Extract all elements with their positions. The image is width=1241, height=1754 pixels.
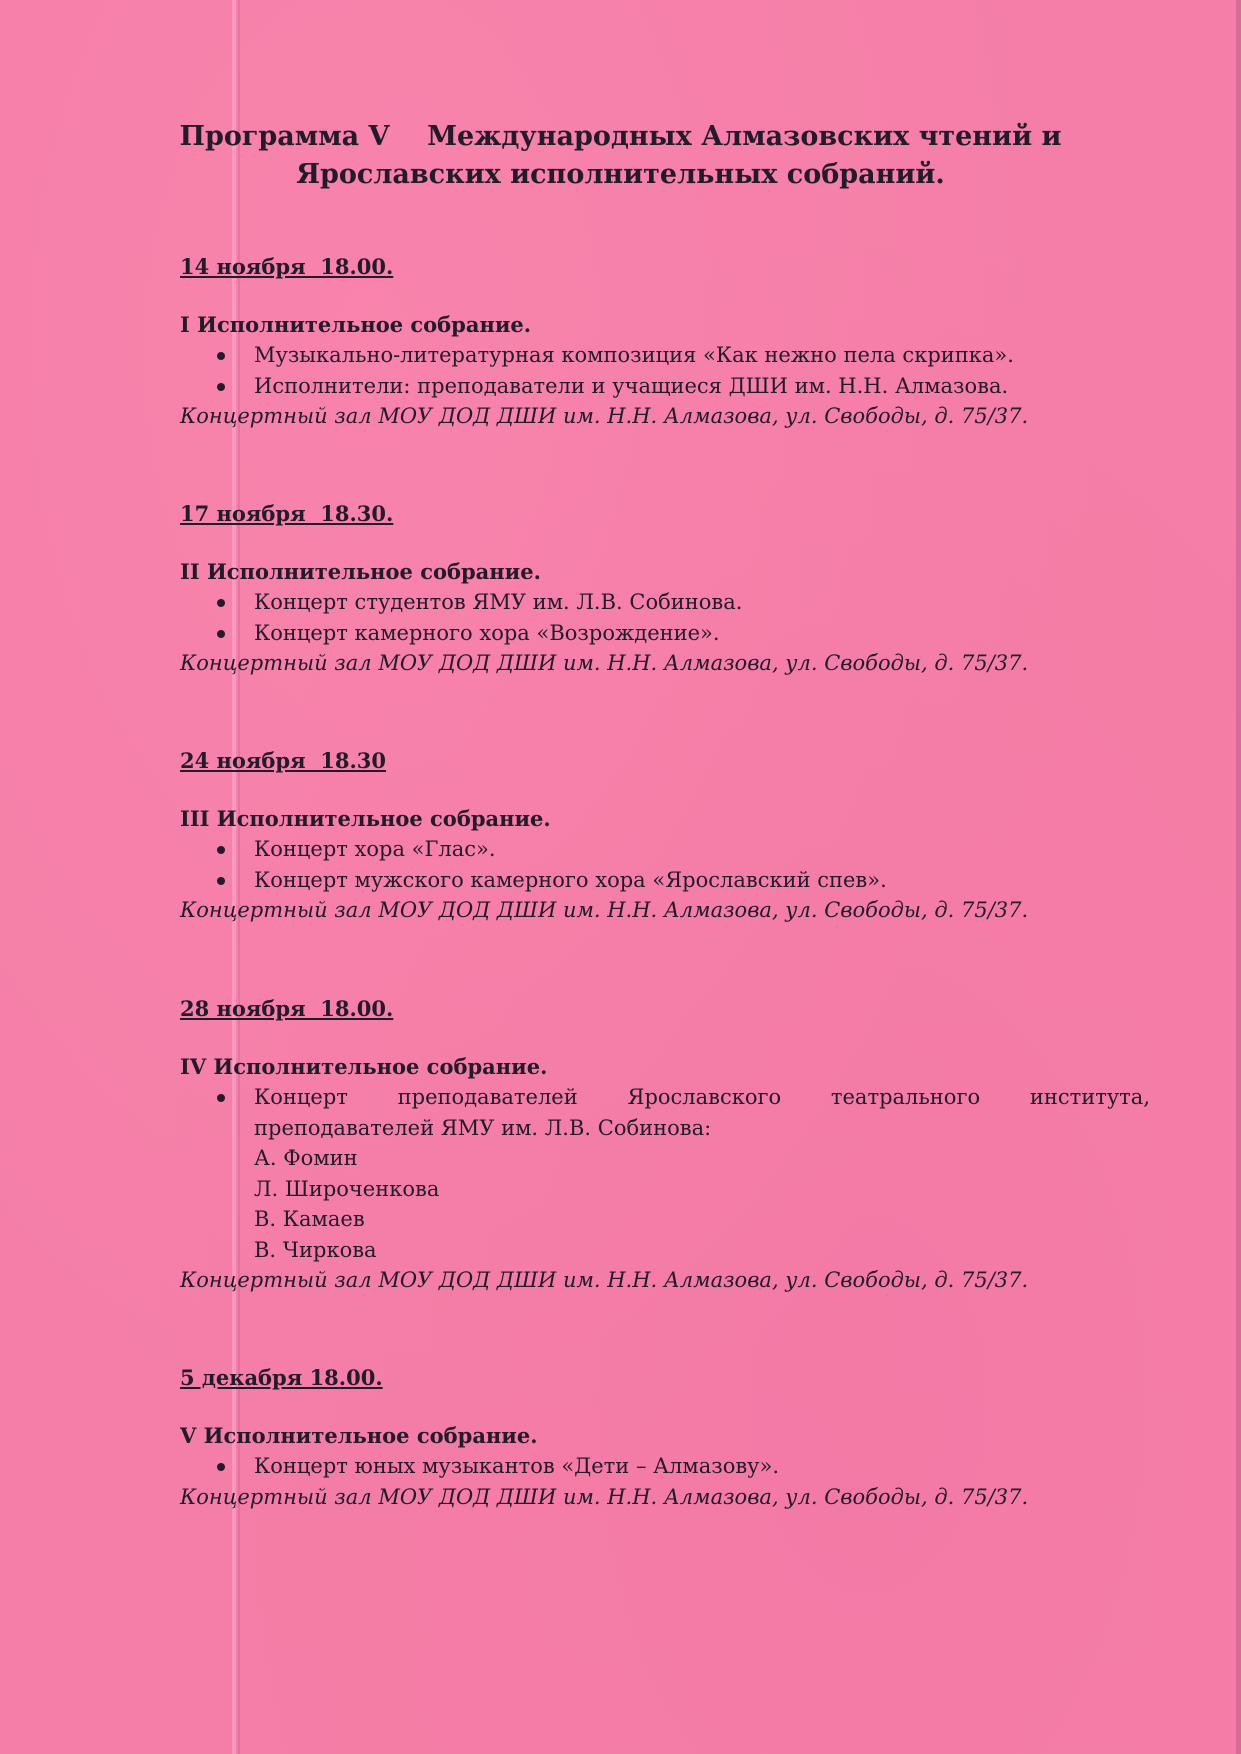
event-item (254, 1082, 1150, 1265)
event-section-2 (180, 499, 1150, 678)
performer-name: А. Фомин (254, 1146, 358, 1170)
performer-list (254, 1143, 1150, 1265)
event-date: 17 ноября 18.30. (180, 501, 394, 526)
event-item-list (180, 1082, 1150, 1265)
event-item-word: Концерт (254, 1085, 348, 1109)
event-section-5 (180, 1363, 1150, 1512)
event-item-word: театрального (830, 1085, 981, 1109)
event-venue: Концертный зал МОУ ДОД ДШИ им. Н.Н. Алмазова, ул. Свободы, д. 75/37. (180, 898, 1029, 922)
event-date: 24 ноября 18.30 (180, 748, 387, 773)
event-venue: Концертный зал МОУ ДОД ДШИ им. Н.Н. Алмазова, ул. Свободы, д. 75/37. (180, 404, 1029, 428)
event-date: 5 декабря 18.00. (180, 1365, 383, 1390)
event-heading: V Исполнительное собрание. (180, 1423, 538, 1448)
event-item: Концерт мужского камерного хора «Ярославский спев». (254, 865, 1150, 896)
event-venue: Концертный зал МОУ ДОД ДШИ им. Н.Н. Алмазова, ул. Свободы, д. 75/37. (180, 1268, 1029, 1292)
performer-name: В. Камаев (254, 1207, 365, 1231)
event-date: 14 ноября 18.00. (180, 254, 394, 279)
event-item: Концерт камерного хора «Возрождение». (254, 618, 1150, 649)
event-section-4 (180, 994, 1150, 1295)
event-item: Концерт юных музыкантов «Дети – Алмазову». (254, 1451, 1150, 1482)
event-item: Исполнители: преподаватели и учащиеся ДШИ им. Н.Н. Алмазова. (254, 371, 1150, 402)
event-item-word: преподавателей (397, 1085, 578, 1109)
page-title-line-2: Ярославских исполнительных собраний. (296, 159, 945, 190)
event-heading: IV Исполнительное собрание. (180, 1054, 548, 1079)
event-item-line: преподавателей ЯМУ им. Л.В. Собинова: (254, 1115, 712, 1140)
event-item-list (180, 834, 1150, 895)
performer-name: Л. Широченкова (254, 1176, 440, 1201)
page-title (0, 118, 1241, 194)
event-item: Музыкально-литературная композиция «Как нежно пела скрипка». (254, 340, 1150, 371)
page-title-line-1: Программа V Международных Алмазовских чтений и (179, 121, 1062, 152)
event-section-1 (180, 252, 1150, 431)
event-heading: I Исполнительное собрание. (180, 312, 532, 337)
event-date: 28 ноября 18.00. (180, 996, 394, 1021)
event-section-3 (180, 746, 1150, 925)
event-item: Концерт студентов ЯМУ им. Л.В. Собинова. (254, 587, 1150, 618)
event-heading: II Исполнительное собрание. (180, 559, 541, 584)
event-item: Концерт хора «Глас». (254, 834, 1150, 865)
event-item-list (180, 340, 1150, 401)
event-venue: Концертный зал МОУ ДОД ДШИ им. Н.Н. Алмазова, ул. Свободы, д. 75/37. (180, 651, 1029, 675)
event-item-list (180, 1451, 1150, 1482)
event-heading: III Исполнительное собрание. (180, 806, 551, 831)
event-item-list (180, 587, 1150, 648)
event-item-word: института, (1029, 1085, 1150, 1109)
performer-name: В. Чиркова (254, 1237, 377, 1262)
event-venue: Концертный зал МОУ ДОД ДШИ им. Н.Н. Алмазова, ул. Свободы, д. 75/37. (180, 1484, 1029, 1509)
page-edge-shadow (1236, 0, 1241, 1754)
event-item-word: Ярославского (627, 1085, 782, 1109)
event-item-line (254, 1082, 1150, 1113)
